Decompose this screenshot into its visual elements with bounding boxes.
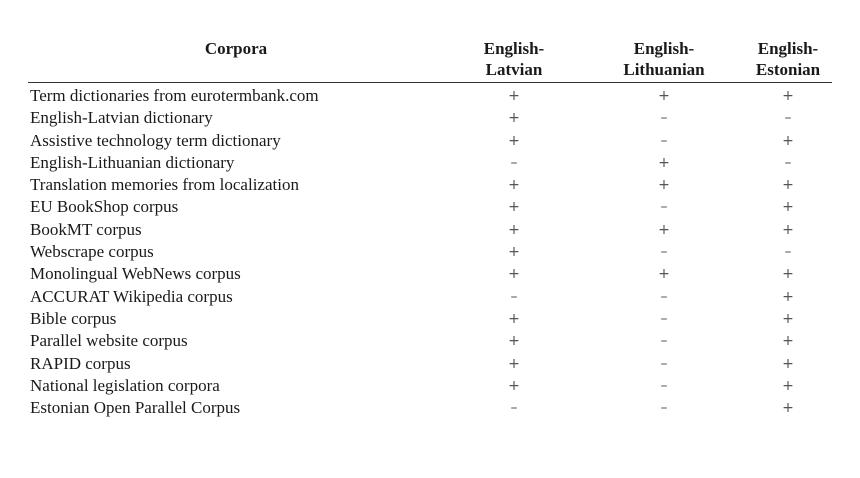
header-line: English- (757, 39, 819, 58)
table-row (28, 107, 832, 129)
header-english-estonian (744, 36, 832, 83)
mark-english-lithuanian: – (660, 377, 668, 394)
mark-english-estonian: – (784, 244, 792, 261)
corpus-name: Assistive technology term dictionary (30, 130, 281, 150)
header-line: Latvian (485, 60, 543, 79)
mark-english-lithuanian: – (660, 199, 668, 216)
corpus-name: ACCURAT Wikipedia corpus (30, 286, 233, 306)
mark-english-latvian: + (508, 177, 520, 194)
mark-english-estonian: + (782, 88, 794, 104)
header-line: Lithuanian (623, 60, 705, 79)
mark-english-estonian: + (782, 221, 794, 238)
header-line: English- (633, 39, 695, 58)
mark-english-latvian: + (508, 333, 520, 350)
mark-english-estonian: + (782, 288, 794, 305)
mark-english-lithuanian: + (658, 266, 670, 283)
header-english-latvian (444, 36, 584, 83)
corpus-name: EU BookShop corpus (30, 197, 179, 217)
mark-english-latvian: + (508, 244, 520, 261)
mark-english-latvian: – (510, 154, 518, 171)
mark-english-estonian: + (782, 377, 794, 394)
corpus-name: Estonian Open Parallel Corpus (30, 398, 241, 418)
mark-english-latvian: + (508, 88, 520, 104)
mark-english-estonian: + (782, 177, 794, 194)
mark-english-estonian: – (784, 154, 792, 171)
mark-english-lithuanian: – (660, 333, 668, 350)
mark-english-lithuanian: – (660, 355, 668, 372)
table-row (28, 397, 832, 419)
corpus-name: Term dictionaries from eurotermbank.com (30, 86, 319, 105)
mark-english-estonian: – (784, 110, 792, 127)
mark-english-lithuanian: – (660, 400, 668, 417)
mark-english-estonian: + (782, 400, 794, 417)
mark-english-lithuanian: + (658, 154, 670, 171)
table-row (28, 353, 832, 375)
table-row (28, 286, 832, 308)
table-row (28, 152, 832, 174)
corpus-name: BookMT corpus (30, 219, 142, 239)
mark-english-latvian: – (510, 288, 518, 305)
table-row (28, 130, 832, 152)
mark-english-latvian: + (508, 132, 520, 149)
corpus-name: Translation memories from localization (30, 175, 299, 195)
corpus-name: Monolingual WebNews corpus (30, 264, 241, 284)
mark-english-latvian: + (508, 199, 520, 216)
mark-english-lithuanian: – (660, 110, 668, 127)
mark-english-latvian: + (508, 355, 520, 372)
mark-english-latvian: + (508, 266, 520, 283)
corpus-name: Bible corpus (30, 308, 117, 328)
mark-english-estonian: + (782, 266, 794, 283)
corpus-name: English-Latvian dictionary (30, 108, 213, 128)
corpus-name: English-Lithuanian dictionary (30, 152, 235, 172)
mark-english-estonian: + (782, 132, 794, 149)
corpora-table-container (28, 36, 832, 419)
corpus-name: RAPID corpus (30, 353, 131, 373)
corpus-name: National legislation corpora (30, 375, 220, 395)
mark-english-latvian: + (508, 377, 520, 394)
mark-english-lithuanian: – (660, 132, 668, 149)
table-body (28, 83, 832, 420)
table-row (28, 375, 832, 397)
mark-english-latvian: – (510, 400, 518, 417)
table-row (28, 263, 832, 285)
table-header-row (28, 36, 832, 83)
mark-english-lithuanian: – (660, 244, 668, 261)
table-row (28, 241, 832, 263)
table-row (28, 308, 832, 330)
corpora-table (28, 36, 832, 419)
table-row (28, 196, 832, 218)
mark-english-latvian: + (508, 110, 520, 127)
header-line: Estonian (755, 60, 821, 79)
corpus-name: Webscrape corpus (30, 242, 154, 262)
table-row (28, 219, 832, 241)
mark-english-estonian: + (782, 355, 794, 372)
table-row (28, 174, 832, 196)
mark-english-lithuanian: – (660, 288, 668, 305)
mark-english-estonian: + (782, 199, 794, 216)
mark-english-estonian: + (782, 310, 794, 327)
table-row (28, 330, 832, 352)
header-line: English- (483, 39, 545, 58)
header-line: Corpora (204, 39, 268, 58)
mark-english-lithuanian: + (658, 177, 670, 194)
mark-english-estonian: + (782, 333, 794, 350)
mark-english-lithuanian: + (658, 221, 670, 238)
mark-english-lithuanian: + (658, 88, 670, 104)
mark-english-latvian: + (508, 221, 520, 238)
mark-english-lithuanian: – (660, 310, 668, 327)
mark-english-latvian: + (508, 310, 520, 327)
header-english-lithuanian (584, 36, 744, 83)
corpus-name: Parallel website corpus (30, 331, 188, 351)
table-row (28, 83, 832, 108)
header-corpora (28, 36, 444, 83)
